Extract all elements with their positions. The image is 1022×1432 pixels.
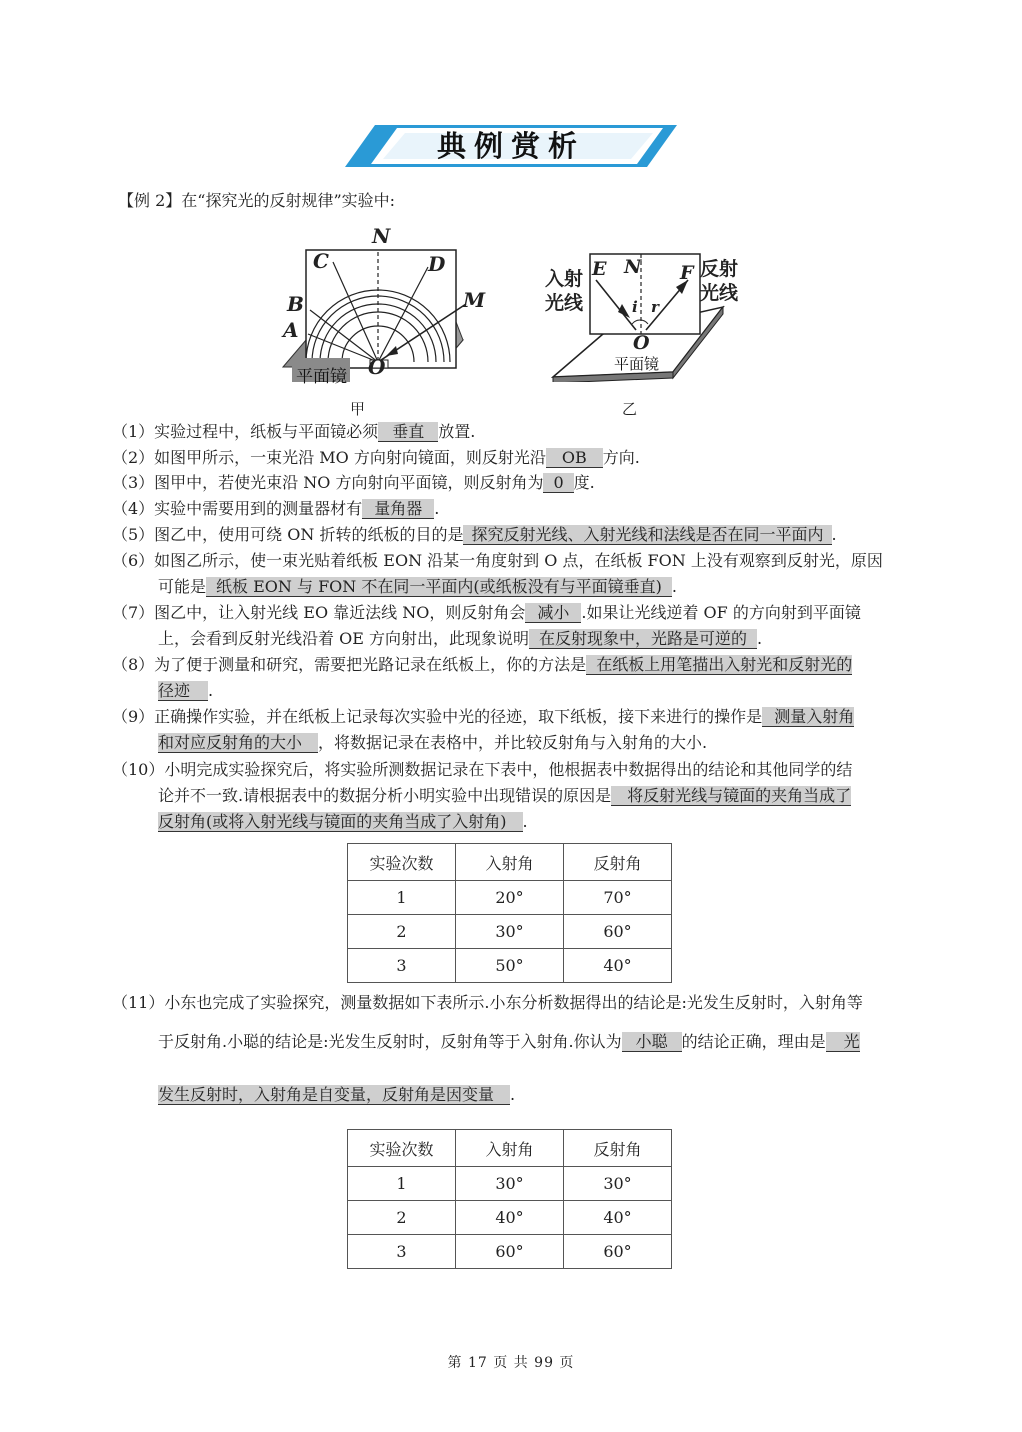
q6-answer: 纸板 EON 与 FON 不在同一平面内(或纸板没有与平面镜垂直): [206, 577, 672, 597]
table-cell: 40°: [564, 949, 672, 983]
q7-post: .: [757, 629, 763, 648]
fig-jia-label-a: A: [283, 318, 299, 342]
fig-jia-label-o: O: [368, 355, 386, 379]
question-4: [112, 496, 439, 522]
q10-text: 论并不一致.请根据表中的数据分析小明实验中出现错误的原因是: [158, 786, 612, 805]
q11-answer-2: 光: [826, 1032, 860, 1052]
table-cell: 60°: [456, 1235, 564, 1269]
q9-post: ，将数据记录在表格中，并比较反射角与入射角的大小.: [318, 733, 708, 752]
question-6-line-1: （6）如图乙所示，使一束光贴着纸板 EON 沿某一角度射到 O 点，在纸板 FON 上没有观察到反射光，原因: [112, 551, 883, 570]
fig-yi-reflect-label-1: 反射: [700, 258, 739, 280]
question-11-line-2: [158, 1029, 860, 1055]
q9-text: （9）正确操作实验，并在纸板上记录每次实验中光的径迹，取下纸板，接下来进行的操作是: [112, 707, 763, 726]
question-11-line-3: [158, 1082, 515, 1108]
q5-answer: 探究反射光线、入射光线和法线是否在同一平面内: [463, 525, 831, 545]
table-cell: 1: [348, 1167, 456, 1201]
q1-text: （1）实验过程中，纸板与平面镜必须: [112, 422, 379, 441]
q6-post: .: [671, 577, 677, 596]
table-row: [348, 1235, 672, 1269]
question-3: [112, 470, 595, 496]
q3-answer: 0: [543, 473, 573, 493]
q7-mid: .如果让光线逆着 OF 的方向射到平面镜: [581, 603, 861, 622]
q7-answer-1: 减小: [525, 603, 581, 623]
q9-answer-2: 和对应反射角的大小: [158, 733, 318, 753]
fig-yi-label-r: r: [651, 298, 659, 316]
q11-post: .: [510, 1085, 516, 1104]
q5-text: （5）图乙中，使用可绕 ON 折转的纸板的目的是: [112, 525, 464, 544]
fig-jia-mirror-label: 平面镜: [296, 367, 347, 387]
table-header-row: [348, 1130, 672, 1167]
q1-post: 放置.: [438, 422, 476, 441]
fig-jia-label-n: N: [372, 224, 391, 248]
question-1: [112, 419, 475, 445]
q7-text-1: （7）图乙中，让入射光线 EO 靠近法线 NO，则反射角会: [112, 603, 526, 622]
q11-mid: 的结论正确，理由是: [681, 1032, 826, 1051]
fig-jia-label-b: B: [287, 292, 304, 316]
question-10-line-1: （10）小明完成实验探究后，将实验所测数据记录在下表中，他根据表中数据得出的结论和其他同学的结: [112, 760, 853, 779]
question-7-line-2: [158, 626, 762, 652]
page-footer: 第 17 页 共 99 页: [447, 1355, 575, 1371]
question-8-line-2: [158, 678, 213, 704]
question-9-line-1: [112, 704, 854, 730]
table-cell: 70°: [564, 881, 672, 915]
fig-yi-label-n: N: [624, 256, 642, 278]
q4-post: .: [434, 499, 440, 518]
fig-yi-caption: 乙: [622, 400, 638, 418]
fig-yi-label-i: i: [632, 298, 638, 316]
example-intro: 【例 2】在“探究光的反射规律”实验中:: [118, 191, 396, 210]
q2-answer: OB: [546, 448, 603, 468]
q4-text: （4）实验中需要用到的测量器材有: [112, 499, 363, 518]
banner-title: 典例赏析: [436, 129, 585, 163]
q5-post: .: [831, 525, 837, 544]
q9-answer-1: 测量入射角: [762, 707, 854, 727]
q7-answer-2: 在反射现象中，光路是可逆的: [529, 629, 757, 649]
table-row: [348, 1201, 672, 1235]
q1-answer: 垂直: [378, 422, 438, 442]
table-cell: 30°: [456, 915, 564, 949]
question-10-line-3: [158, 809, 528, 835]
fig-yi-incident-label-1: 入射: [545, 268, 584, 290]
question-7-line-1: [112, 600, 861, 626]
table-row: [348, 881, 672, 915]
q2-text: （2）如图甲所示，一束光沿 MO 方向射向镜面，则反射光沿: [112, 448, 546, 467]
table-cell: 60°: [564, 915, 672, 949]
fig-jia-label-c: C: [313, 249, 329, 273]
table-cell: 30°: [564, 1167, 672, 1201]
table-header-cell: 入射角: [456, 844, 564, 881]
fig-yi-incident-label-2: 光线: [545, 292, 584, 314]
q11-text: 于反射角.小聪的结论是:光发生反射时，反射角等于入射角.你认为: [158, 1032, 622, 1051]
q11-answer-1: 小聪: [622, 1032, 682, 1052]
fig-jia-caption: 甲: [350, 400, 366, 418]
table-cell: 1: [348, 881, 456, 915]
fig-yi-label-e: E: [592, 258, 607, 280]
fig-jia-label-m: M: [463, 288, 486, 312]
table-header-cell: 反射角: [564, 844, 672, 881]
question-6-line-2: [158, 574, 677, 600]
q10-post: .: [522, 812, 528, 831]
q4-answer: 量角器: [362, 499, 434, 519]
question-8-line-1: [112, 652, 852, 678]
table-row: [348, 915, 672, 949]
table-header-row: [348, 844, 672, 881]
table-cell: 60°: [564, 1235, 672, 1269]
q8-answer-1: 在纸板上用笔描出入射光和反射光的: [586, 655, 852, 675]
table-cell: 3: [348, 1235, 456, 1269]
section-banner: [345, 125, 677, 167]
table-header-cell: 实验次数: [348, 844, 456, 881]
table-cell: 3: [348, 949, 456, 983]
table-cell: 30°: [456, 1167, 564, 1201]
question-2: [112, 445, 640, 471]
q7-text-2: 上，会看到反射光线沿着 OE 方向射出，此现象说明: [158, 629, 529, 648]
table-cell: 2: [348, 1201, 456, 1235]
table-cell: 20°: [456, 881, 564, 915]
table-cell: 40°: [456, 1201, 564, 1235]
q10-answer-2: 反射角(或将入射光线与镜面的夹角当成了入射角): [158, 812, 523, 832]
fig-yi-mirror-label: 平面镜: [614, 355, 660, 373]
question-5: [112, 522, 837, 548]
table-row: [348, 1167, 672, 1201]
q8-answer-2: 径迹: [158, 681, 208, 701]
table-header-cell: 入射角: [456, 1130, 564, 1167]
question-10-line-2: [158, 783, 851, 809]
question-9-line-2: [158, 730, 707, 756]
q10-answer-1: 将反射光线与镜面的夹角当成了: [611, 786, 851, 806]
q8-post: .: [208, 681, 214, 700]
fig-yi-reflect-label-2: 光线: [700, 282, 739, 304]
q3-text: （3）图甲中，若使光束沿 NO 方向射向平面镜，则反射角为: [112, 473, 544, 492]
question-11-line-1: （11）小东也完成了实验探究，测量数据如下表所示.小东分析数据得出的结论是:光发生反射时，入射角等: [112, 993, 863, 1012]
table-row: [348, 949, 672, 983]
q8-text: （8）为了便于测量和研究，需要把光路记录在纸板上，你的方法是: [112, 655, 587, 674]
data-table-xiaodong: [347, 1129, 672, 1269]
q2-post: 方向.: [602, 448, 640, 467]
q6-text: 可能是: [158, 577, 207, 596]
data-table-xiaoming: [347, 843, 672, 983]
table-cell: 50°: [456, 949, 564, 983]
table-header-cell: 反射角: [564, 1130, 672, 1167]
table-header-cell: 实验次数: [348, 1130, 456, 1167]
q3-post: 度.: [573, 473, 595, 492]
table-cell: 2: [348, 915, 456, 949]
q11-answer-3: 发生反射时，入射角是自变量，反射角是因变量: [158, 1085, 510, 1105]
fig-jia-label-d: D: [428, 252, 446, 276]
table-cell: 40°: [564, 1201, 672, 1235]
fig-yi-label-f: F: [680, 262, 694, 284]
fig-yi-label-o: O: [633, 332, 650, 354]
